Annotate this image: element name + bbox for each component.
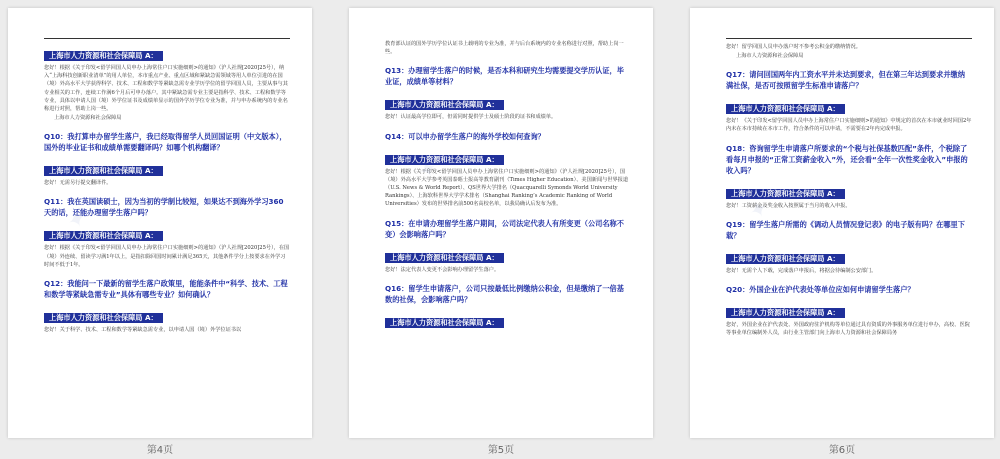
question-q14: Q14：可以申办留学生落户的海外学校如何查询？ [385,131,545,141]
watermark-logo: ✦ [745,195,773,226]
answer-text: 您好！根据《关于印发<留学回国人员申办上海常住户口实施细则>的通知》（沪人社规[2020]25号），国（境）外高水平大学参考英国泰晤士报高等教育副刊（Times Higher Education）、美国新闻与世界报道（U.S. News & World Report）、QS世界大学排名（Quacquarelli Symonds World University Rankings）、上海软科世界大学学术排名（Shanghai Ranking’s Academic Ranking of World Universities）发布的世界排名前500名高校名单，以我局确认后发布为准。 [385,168,629,208]
answer-text: 您好！《关于印发<留学回国人员申办上海常住户口实施细则>的通知》中规定的首次在本市就业时回国2年内未在本市持续在本市工作，符合条件的可以申请，不需要在2年内完成申报。 [726,118,972,133]
authority-badge: 上海市人力资源和社会保障局 A： [44,231,163,241]
qa-block [385,218,631,274]
authority-badge: 上海市人力资源和社会保障局 A： [385,253,504,263]
qa-block [726,284,972,337]
authority-badge: 上海市人力资源和社会保障局 A： [726,308,845,318]
qa-block [726,69,972,133]
answer-text: 教育部认证的国外学历学位认证书上载明的专业为准，并与后台系统内的专业名称进行对照，帮助上岗一些。 [385,41,624,56]
answer-text: 您好！留学回国人员申办落户时不参考公积金的缴纳情况。 [726,44,861,50]
question-q10: Q10：我打算申办留学生落户，我已经取得留学人员回国证明（中文版本），国外的毕业证书和成绩单需要翻译吗？如哪个机构翻译？ [44,132,287,153]
page-number-label: 第5页 [487,445,515,456]
question-q20: Q20：外国企业在沪代表处等单位应如何申请留学生落户？ [726,285,915,295]
page-number-label: 第4页 [146,445,174,456]
answer-text: 您好！无需个人下载，完成落户申报后，将据会待编制公安部门。 [726,267,877,274]
watermark-logo: ✦ [414,155,442,186]
answer-text: 您好！根据《关于印发<留学回国人员申办上海常住户口实施细则>的通知》（沪人社规[2020]25号），在国（境）外连续、留读学习满1年以上，是指扣除回国时间累计满足365天，其他条件学分上按要求在外学习时间不低于1年。 [44,245,290,268]
qa-block [385,40,631,56]
document-page-6 [690,8,994,438]
answer-text: 您好！根据《关于印发<留学回国人员申办上海常住户口实施细则>的通知》（沪人社规[2020]25号），纳入“上海科技创新职业清单”的用人单位，本市重点产业、重点区域和紧缺急需领域等用人单位引进的在国（境）外高水平大学获得科学、技术、工程和数学等紧缺急需专业学历学位的留学回国人员，主要从事与其专业相关的工作，连续工作满6个月后可申办落户。其中紧缺急需专业主要是指科学、技术、工程和数学等专业，具体以申请人国（境）外学位证书及成绩单显示的国外学历学位专业为准，并与申办系统内的专业名称进行对照，帮助上岗一些。 [44,65,288,113]
question-q13: Q13：办理留学生落户的时候，是否本科和研究生均需要提交学历认证，毕业证，成绩单等材料？ [385,66,624,87]
question-q17: Q17：请问回国两年内工资水平并未达到要求，但在第三年达到要求并缴纳满社保，是否可按照留学生标准申请落户？ [726,70,965,91]
answer-text: 您好！法定代表人变更不会影响办理留学生落户。 [385,266,500,273]
authority-badge: 上海市人力资源和社会保障局 A： [385,100,504,110]
authority-badge: 上海市人力资源和社会保障局 A： [44,51,163,61]
qa-block [385,283,631,331]
question-q12: Q12：我能问一下最新的留学生落户政策里，能能条件中“科学、技术、工程和数学等紧缺急需专业”具体有哪些专业？如何确认？ [44,279,288,300]
page-top-rule [726,38,972,39]
answer-text: 您好，外国企业在沪代表处、外国政府驻沪机构等单位通过具有资质的外事服务单位进行申办，高校、医院等事业单位编制外人员，由行业主管部门向上海市人力资源和社会保障局务 [726,322,970,337]
qa-block [44,131,290,187]
question-q16: Q16：留学生申请落户，公司只按最低比例缴纳公积金，但是缴纳了一倍基数的社保，会影响落户吗？ [385,283,624,304]
question-q11: Q11：我在英国读硕士，因为当初的学制比较短，如果达不到海外学习360天的话，还能办理留学生落户吗？ [44,197,284,218]
document-page-5 [349,8,653,438]
qa-block [726,43,972,60]
qa-block [726,219,972,275]
question-q18: Q18：咨询留学生申请落户所要求的“个税与社保基数匹配”条件，个税除了看每月申报的“正常工资薪金收入”外，还会看“全年一次性奖金收入”申报的收入吗？ [726,143,968,175]
answer-text: 您好！无需另行提交翻译件。 [44,180,112,187]
authority-badge: 上海市人力资源和社会保障局 A： [385,318,504,328]
qa-block [385,65,631,121]
answer-text: 您好！认证最高学位即可，但需同时提供学士及硕士阶段的证书和成绩单。 [385,114,557,121]
authority-badge: 上海市人力资源和社会保障局 A： [44,166,163,176]
qa-block [44,278,290,334]
question-q15: Q15：在申请办理留学生落户期间，公司法定代表人有所变更（公司名称不变）会影响落户吗？ [385,218,624,239]
page-top-rule [44,38,290,39]
answer-text: 您好！工资薪金及奖金收入按照属于当月的收入申报。 [726,202,851,209]
authority-badge: 上海市人力资源和社会保障局 A： [44,313,163,323]
question-q19: Q19：留学生落户所需的《调动人员情况登记表》的电子版有吗？在哪里下载？ [726,219,965,240]
qa-block [726,143,972,210]
authority-signature: 上海市人力资源和社会保障局 [54,115,122,122]
authority-badge: 上海市人力资源和社会保障局 A： [385,155,504,165]
answer-text: 您好！关于科学、技术、工程和数学等紧缺急需专业，以申请人国（境）外学位证书以 [44,327,242,334]
authority-signature: 上海市人力资源和社会保障局 [736,53,804,60]
qa-block [44,43,290,122]
authority-badge: 上海市人力资源和社会保障局 A： [726,254,845,264]
page-number-label: 第6页 [828,445,856,456]
authority-badge: 上海市人力资源和社会保障局 A： [726,189,845,199]
qa-block [385,131,631,209]
authority-badge: 上海市人力资源和社会保障局 A： [726,104,845,114]
qa-block [44,196,290,269]
document-page-4 [8,8,312,438]
watermark-logo: ✦ [63,205,91,236]
